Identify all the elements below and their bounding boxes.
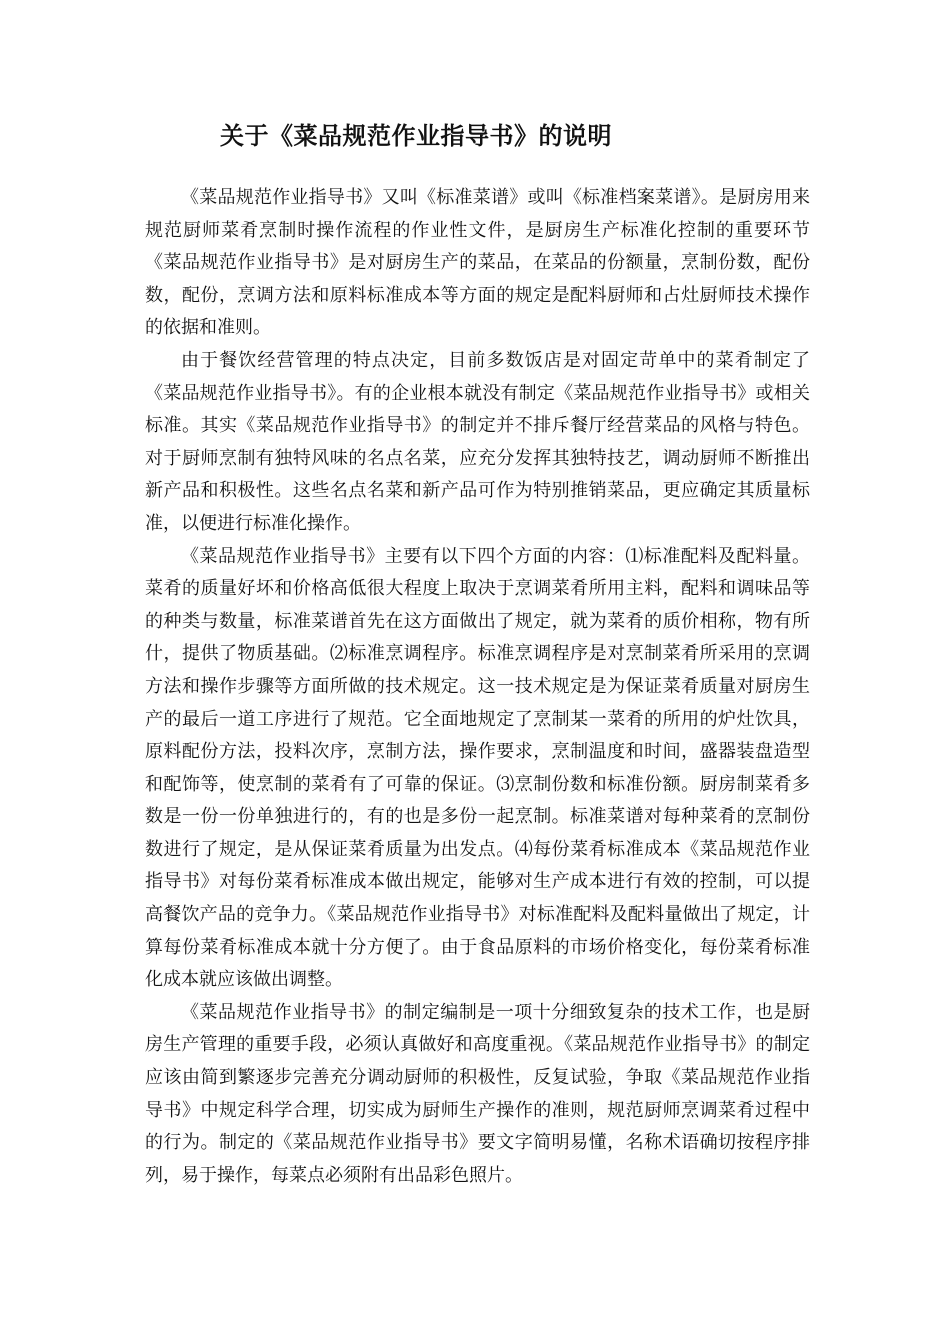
- document-body: [145, 182, 810, 1192]
- paragraph-1: 《菜品规范作业指导书》又叫《标准菜谱》或叫《标准档案菜谱》。是厨房用来规范厨师菜肴烹制时操作流程的作业性文件，是厨房生产标准化控制的重要环节《菜品规范作业指导书》是对厨房生产的菜品，在菜品的份额量，烹制份数，配份数，配份，烹调方法和原料标准成本等方面的规定是配料厨师和占灶厨师技术操作的依据和准则。: [145, 187, 810, 339]
- paragraph-4: 《菜品规范作业指导书》的制定编制是一项十分细致复杂的技术工作，也是厨房生产管理的重要手段，必须认真做好和高度重视。《菜品规范作业指导书》的制定应该由简到繁逐步完善充分调动厨师的积极性，反复试验，争取《菜品规范作业指导书》中规定科学合理，切实成为厨师生产操作的准则，规范厨师烹调菜肴过程中的行为。制定的《菜品规范作业指导书》要文字简明易懂，名称术语确切按程序排列，易于操作，每菜点必须附有出品彩色照片。: [145, 1001, 810, 1186]
- document-title: 关于《菜品规范作业指导书》的说明: [220, 121, 612, 150]
- paragraph-3: 《菜品规范作业指导书》主要有以下四个方面的内容：⑴标准配料及配料量。菜肴的质量好坏和价格高低很大程度上取决于烹调菜肴所用主料，配料和调味品等的种类与数量，标准菜谱首先在这方面做出了规定，就为菜肴的质价相称，物有所什，提供了物质基础。⑵标准烹调程序。标准烹调程序是对烹制菜肴所采用的烹调方法和操作步骤等方面所做的技术规定。这一技术规定是为保证菜肴质量对厨房生产的最后一道工序进行了规范。它全面地规定了烹制某一菜肴的所用的炉灶饮具，原料配份方法，投料次序，烹制方法，操作要求，烹制温度和时间，盛器装盘造型和配饰等，使烹制的菜肴有了可靠的保证。⑶烹制份数和标准份额。厨房制菜肴多数是一份一份单独进行的，有的也是多份一起烹制。标准菜谱对每种菜肴的烹制份数进行了规定，是从保证菜肴质量为出发点。⑷每份菜肴标准成本《菜品规范作业指导书》对每份菜肴标准成本做出规定，能够对生产成本进行有效的控制，可以提高餐饮产品的竞争力。《菜品规范作业指导书》对标准配料及配料量做出了规定，计算每份菜肴标准成本就十分方便了。由于食品原料的市场价格变化，每份菜肴标准化成本就应该做出调整。: [145, 545, 810, 991]
- paragraph-2: 由于餐饮经营管理的特点决定，目前多数饭店是对固定苛单中的菜肴制定了《菜品规范作业指导书》。有的企业根本就没有制定《菜品规范作业指导书》或相关标准。其实《菜品规范作业指导书》的制定并不排斥餐厅经营菜品的风格与特色。对于厨师烹制有独特风味的名点名菜，应充分发挥其独特技艺，调动厨师不断推出新产品和积极性。这些名点名菜和新产品可作为特别推销菜品，更应确定其质量标准，以便进行标准化操作。: [145, 349, 810, 534]
